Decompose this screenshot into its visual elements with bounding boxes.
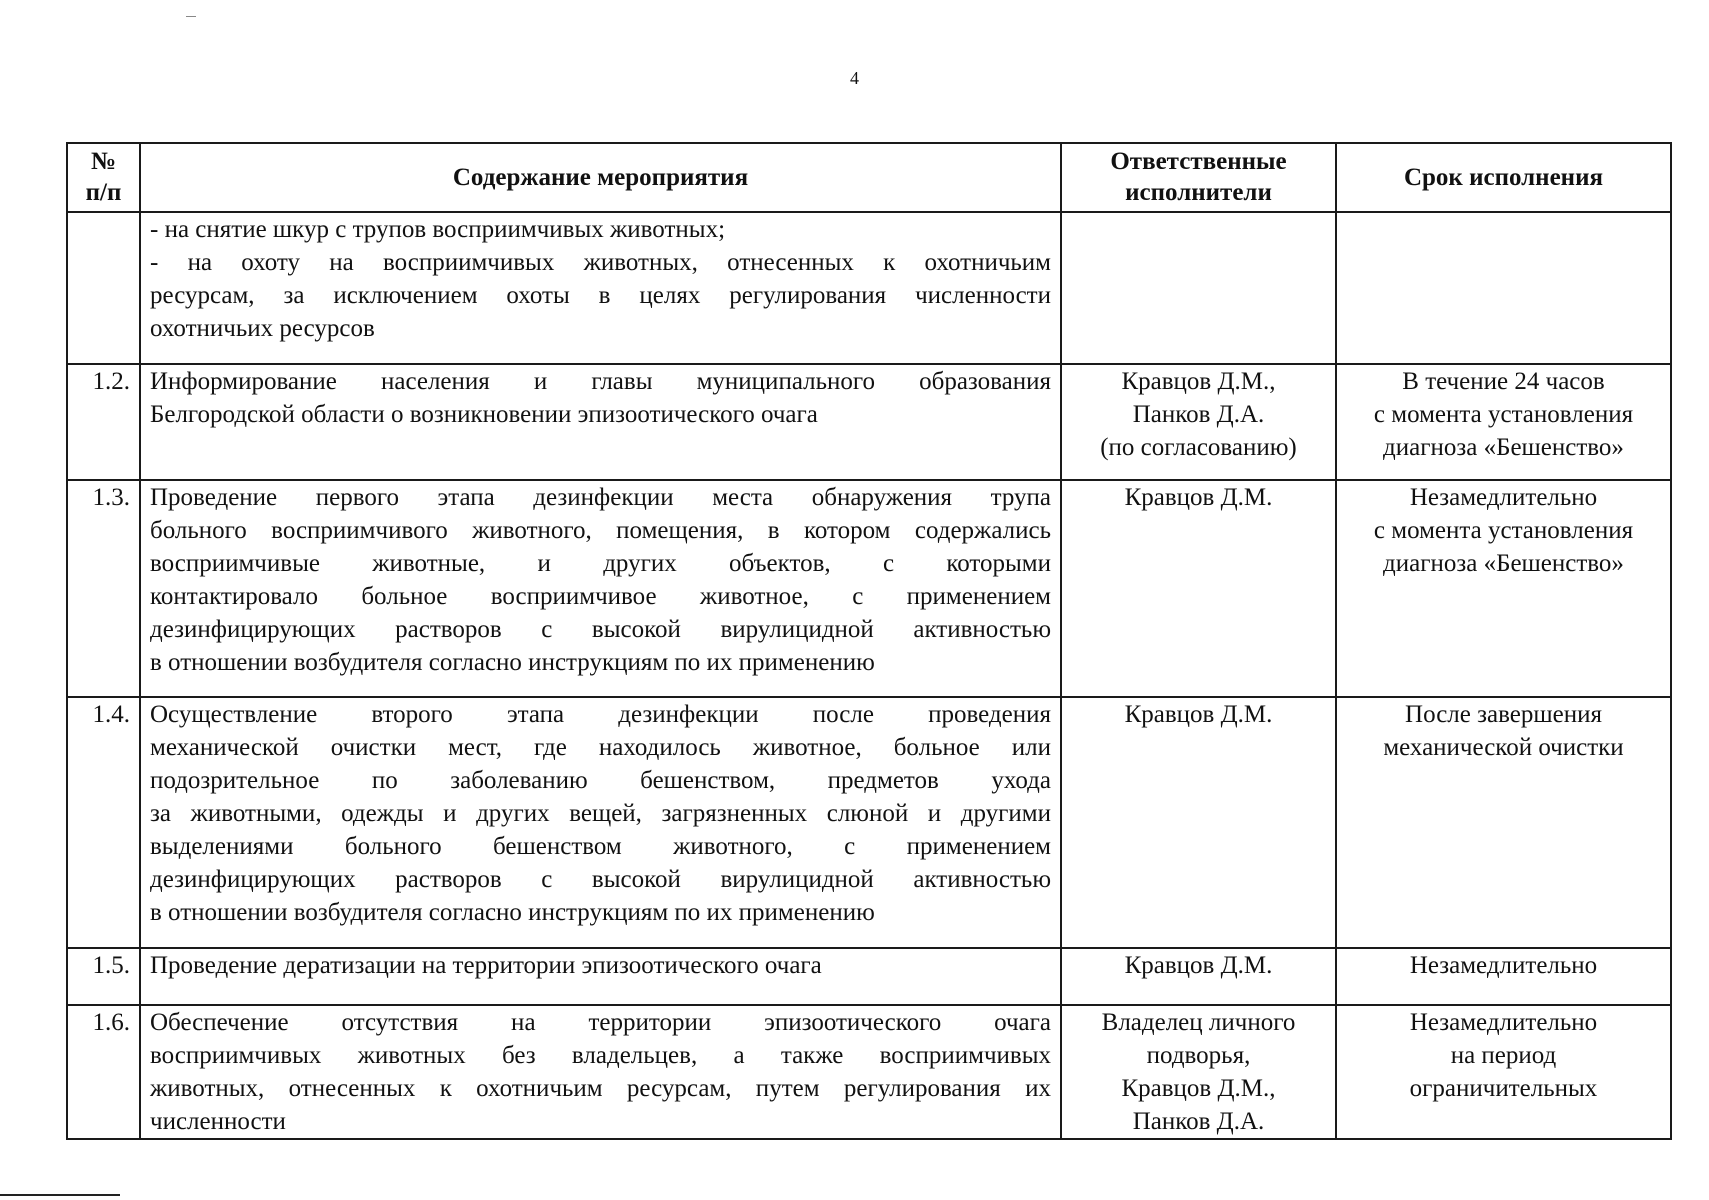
content-line: больного восприимчивого животного, помещения, в котором содержались (150, 517, 1051, 544)
content-line: Проведение первого этапа дезинфекции места обнаружения трупа (150, 484, 1051, 511)
term-line: После завершения (1405, 701, 1602, 728)
row-content (140, 364, 1061, 480)
header-responsible (1061, 143, 1336, 212)
term-line: В течение 24 часов (1402, 368, 1605, 395)
term-line: Незамедлительно (1409, 484, 1598, 511)
content-line: ресурсам, за исключением охоты в целях регулирования численности (150, 282, 1051, 309)
responsible-line: Кравцов Д.М., (1121, 1075, 1276, 1102)
content-line: за животными, одежды и других вещей, загрязненных слюной и другими (150, 800, 1051, 827)
page-number: 4 (850, 68, 859, 88)
term-line: диагноза «Бешенство» (1383, 550, 1624, 577)
content-line: выделениями больного бешенством животного, с применением (150, 833, 1051, 860)
scan-artifact-top (186, 16, 196, 17)
responsible-line: Панков Д.А. (1132, 401, 1265, 428)
content-line: механической очистки мест, где находилось животное, больное или (150, 734, 1051, 761)
table-header-row (67, 143, 1671, 212)
measures-table (66, 142, 1672, 1140)
header-content: Содержание мероприятия (140, 143, 1061, 212)
row-term (1336, 212, 1671, 364)
responsible-line: Кравцов Д.М., (1121, 368, 1276, 395)
row-number: 1.2. (67, 364, 140, 480)
header-number-line2: п/п (85, 179, 122, 206)
table-row (67, 1005, 1671, 1139)
responsible-line: подворья, (1146, 1042, 1251, 1069)
row-content (140, 1005, 1061, 1139)
row-term (1336, 364, 1671, 480)
row-number: 1.5. (67, 948, 140, 1005)
content-line: Информирование населения и главы муниципального образования (150, 368, 1051, 395)
row-responsible (1061, 948, 1336, 1005)
content-line: охотничьих ресурсов (150, 315, 375, 342)
content-line: численности (150, 1108, 286, 1135)
content-line: подозрительное по заболеванию бешенством, предметов ухода (150, 767, 1051, 794)
term-line: с момента установления (1373, 517, 1634, 544)
content-line: дезинфицирующих растворов с высокой вирулицидной активностью (150, 616, 1051, 643)
term-line: с момента установления (1373, 401, 1634, 428)
responsible-line: Кравцов Д.М. (1124, 952, 1273, 979)
row-content (140, 212, 1061, 364)
content-line: Белгородской области о возникновении эпизоотического очага (150, 401, 818, 428)
table-row (67, 948, 1671, 1005)
responsible-line: Панков Д.А. (1132, 1108, 1265, 1135)
row-responsible (1061, 364, 1336, 480)
term-line: Незамедлительно (1409, 952, 1598, 979)
row-responsible (1061, 212, 1336, 364)
table-row (67, 480, 1671, 697)
content-line: - на охоту на восприимчивых животных, отнесенных к охотничьим (150, 249, 1051, 276)
responsible-line: Кравцов Д.М. (1124, 484, 1273, 511)
header-number-line1: № (90, 148, 117, 175)
term-line: механической очистки (1383, 734, 1624, 761)
table-row (67, 212, 1671, 364)
scan-artifact-bottom (0, 1194, 120, 1196)
header-term: Срок исполнения (1336, 143, 1671, 212)
row-number (67, 212, 140, 364)
header-responsible-line2: исполнители (1125, 179, 1272, 206)
content-line: Проведение дератизации на территории эпизоотического очага (150, 952, 822, 979)
row-number: 1.3. (67, 480, 140, 697)
content-line: в отношении возбудителя согласно инструкциям по их применению (150, 899, 875, 926)
responsible-line: (по согласованию) (1100, 434, 1297, 461)
content-line: Обеспечение отсутствия на территории эпизоотического очага (150, 1009, 1051, 1036)
content-line: в отношении возбудителя согласно инструкциям по их применению (150, 649, 875, 676)
term-line: ограничительных (1409, 1075, 1598, 1102)
row-content (140, 697, 1061, 948)
row-number: 1.6. (67, 1005, 140, 1139)
row-content (140, 948, 1061, 1005)
content-line: дезинфицирующих растворов с высокой вирулицидной активностью (150, 866, 1051, 893)
table-row (67, 697, 1671, 948)
term-line: Незамедлительно (1409, 1009, 1598, 1036)
content-line: - на снятие шкур с трупов восприимчивых животных; (150, 216, 726, 243)
term-line: диагноза «Бешенство» (1383, 434, 1624, 461)
row-responsible (1061, 1005, 1336, 1139)
row-term (1336, 1005, 1671, 1139)
row-term (1336, 480, 1671, 697)
responsible-line: Кравцов Д.М. (1124, 701, 1273, 728)
header-number (67, 143, 140, 212)
term-line: на период (1450, 1042, 1557, 1069)
row-number: 1.4. (67, 697, 140, 948)
content-line: восприимчивые животные, и других объектов, с которыми (150, 550, 1051, 577)
row-responsible (1061, 697, 1336, 948)
row-content (140, 480, 1061, 697)
content-line: Осуществление второго этапа дезинфекции после проведения (150, 701, 1051, 728)
table-row (67, 364, 1671, 480)
header-responsible-line1: Ответственные (1110, 148, 1287, 175)
row-term (1336, 697, 1671, 948)
content-line: контактировало больное восприимчивое животное, с применением (150, 583, 1051, 610)
content-line: животных, отнесенных к охотничьим ресурсам, путем регулирования их (150, 1075, 1051, 1102)
row-term (1336, 948, 1671, 1005)
responsible-line: Владелец личного (1101, 1009, 1296, 1036)
row-responsible (1061, 480, 1336, 697)
content-line: восприимчивых животных без владельцев, а также восприимчивых (150, 1042, 1051, 1069)
